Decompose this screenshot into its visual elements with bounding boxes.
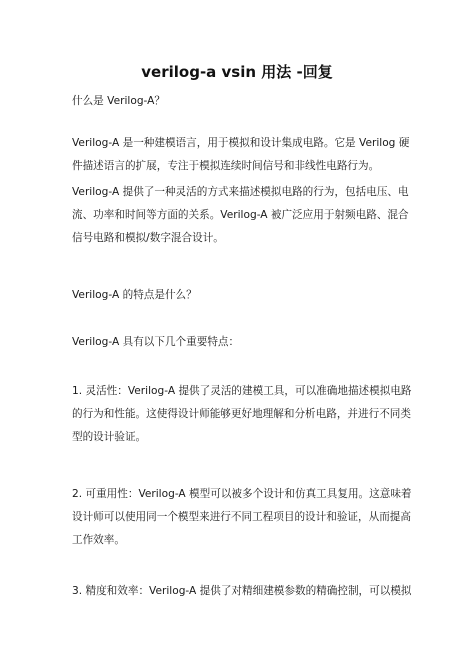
paragraph-feature-precision bbox=[72, 580, 412, 603]
text-line: 什么是 Verilog-A？ bbox=[72, 95, 165, 107]
text-line: 的行为和性能。这使得设计师能够更好地理解和分析电路，并进行不同类 bbox=[72, 408, 411, 420]
paragraph-feature-flexibility bbox=[72, 380, 412, 449]
text-line: 流、功率和时间等方面的关系。Verilog-A 被广泛应用于射频电路、混合 bbox=[72, 209, 409, 221]
text-line: 件描述语言的扩展，专注于模拟连续时间信号和非线性电路行为。 bbox=[72, 160, 380, 172]
paragraph-question-what-is bbox=[72, 90, 412, 113]
text-line: 信号电路和模拟/数字混合设计。 bbox=[72, 232, 224, 244]
text-line: 型的设计验证。 bbox=[72, 431, 147, 443]
text-line: Verilog-A 提供了一种灵活的方式来描述模拟电路的行为，包括电压、电 bbox=[72, 186, 409, 198]
text-line: Verilog-A 的特点是什么？ bbox=[72, 289, 197, 301]
text-line: 2. 可重用性：Verilog-A 模型可以被多个设计和仿真工具复用。这意味着 bbox=[72, 488, 412, 500]
document-title: verilog-a vsin 用法 -回复 bbox=[141, 63, 333, 81]
text-line: 1. 灵活性：Verilog-A 提供了灵活的建模工具，可以准确地描述模拟电路 bbox=[72, 385, 412, 397]
paragraph-definition bbox=[72, 132, 412, 178]
text-line: 设计师可以使用同一个模型来进行不同工程项目的设计和验证，从而提高 bbox=[72, 511, 411, 523]
paragraph-description bbox=[72, 181, 412, 250]
text-line: 工作效率。 bbox=[72, 534, 125, 546]
paragraph-question-features bbox=[72, 284, 412, 307]
text-line: 3. 精度和效率：Verilog-A 提供了对精细建模参数的精确控制，可以模拟 bbox=[72, 585, 412, 597]
text-line: Verilog-A 具有以下几个重要特点： bbox=[72, 336, 240, 348]
text-line: Verilog-A 是一种建模语言，用于模拟和设计集成电路。它是 Verilog 硬 bbox=[72, 137, 410, 149]
paragraph-feature-reusability bbox=[72, 483, 412, 552]
paragraph-features-intro bbox=[72, 331, 412, 354]
